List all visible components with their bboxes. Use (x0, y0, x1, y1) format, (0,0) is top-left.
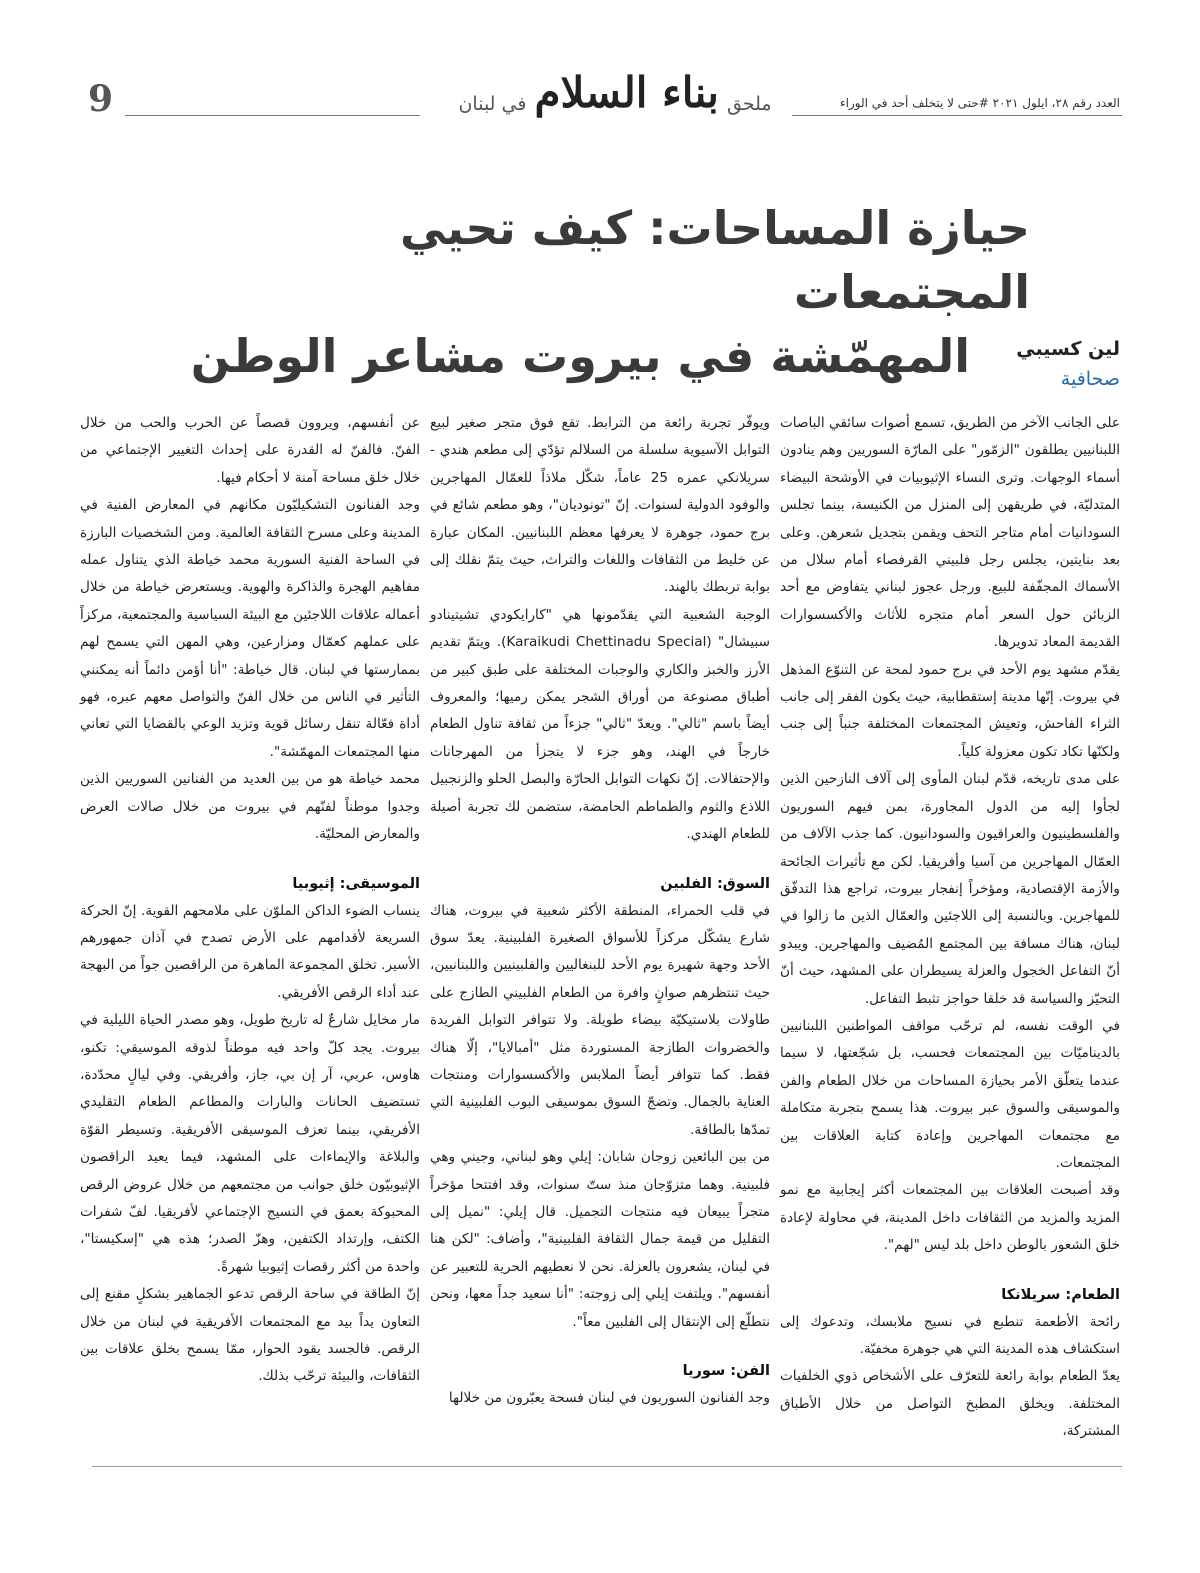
paragraph: وقد أصبحت العلاقات بين المجتمعات أكثر إيجابية مع نمو المزيد والمزيد من الثقافات داخل المدينة، في محاولة لإعادة خلق الشعور بالوطن داخل بلد ليس "لهم". (780, 1182, 1120, 1254)
masthead-name: بناء السلام (534, 68, 719, 117)
paragraph: من بين البائعين زوجان شابان: إيلي وهو لبناني، وجيني وهي فلبينية. وهما متزوّجان منذ ستّ سنوات، وقد افتتحا مؤخراً متجراً يبيعان فيه منتجات التجميل. قال إيلي: "نميل إلى التقليل من قيمة جمال الثقافة الفلبينية"، وأضاف: "لكن هنا في لبنان، يشعرون بالعزلة. نحن لا نعطيهم الحرية للتعبير عن أنفسهم". ويلتفت إيلي إلى زوجته: "أنا سعيد جداً معها، ونحن نتطلّع إلى الإنتقال إلى الفلبين معاً". (430, 1149, 770, 1330)
section-heading-market: السوق: الفلبين (660, 875, 770, 892)
author-role: صحافية (1060, 368, 1120, 390)
issue-line: العدد رقم ٢٨، ايلول ٢٠٢١ #حتى لا يتخلف أحد في الوراء (839, 96, 1120, 110)
author-name: لين كسيبي (1016, 338, 1120, 360)
column-middle (430, 410, 770, 1412)
header-rule-left (125, 115, 420, 116)
article-headline (160, 196, 1030, 388)
paragraph: رائحة الأطعمة تنطبع في نسيج ملابسك، وتدعوك إلى استكشاف هذه المدينة التي هي جوهرة مخفيّة. (780, 1313, 1120, 1357)
paragraph: محمد خياطة هو من بين العديد من الفنانين السوريين الذين وجدوا موطناً لفنّهم في بيروت من خلال صالات العرض والمعارض المحليّة. (80, 771, 420, 843)
page-number: 9 (88, 78, 114, 120)
paragraph: ويوفّر تجربة رائعة من الترابط. تقع فوق متجر صغير لبيع التوابل الآسيوية سلسلة من السلالم تؤدّي إلى مطعم هندي - سريلانكي عمره 25 عاماً، شكّل ملاذاً للعمّال المهاجرين والوفود الدولية لسنوات. إنّ "تونوديان"، وهو مطعم شائع في برج حمود، جوهرة لا يعرفها معظم اللبنانيين. المكان عبارة عن خليط من الثقافات واللغات والتراث، حيث يتمّ نقلك إلى بوابة تربطك بالهند. (430, 415, 771, 596)
paragraph: يقدّم مشهد يوم الأحد في برج حمود لمحة عن التنوّع المذهل في بيروت. إنّها مدينة إستقطابية، حيث يكون الفقر إلى جانب الثراء الفاحش، وتعيش المجتمعات المختلفة جنباً إلى جنب ولكنّها تكاد تكون معزولة كلياً. (780, 661, 1120, 760)
paragraph: يعدّ الطعام بوابة رائعة للتعرّف على الأشخاص ذوي الخلفيات المختلفة. ويخلق المطبخ التواصل من خلال الأطباق المشتركة، (780, 1368, 1120, 1440)
paragraph: على الجانب الآخر من الطريق، تسمع أصوات سائقي الباصات اللبنانيين يطلقون "الزمّور" على المارّة السوريين وهم ينادون أسماء الوجهات. وترى النساء الإثيوبيات في الأوشحة البيضاء المتدليّة، في طريقهن إلى المنزل من الكنيسة، بينما تجلس السودانيات أمام متاجر التحف ويقمن بتجديل شعرهن. وعلى بعد بنايتين، يجلس رجل فلبيني القرفصاء أمام سلال من الأسماك المجفّفة للبيع. ورجل عجوز لبناني يتفاوض مع أحد الزبائن حول السعر أمام متجره للأثاث والأكسسوارات القديمة المعاد تدويرها. (780, 415, 1120, 651)
column-left (80, 410, 420, 1391)
paragraph: إنّ الطاقة في ساحة الرقص تدعو الجماهير بشكلٍ مقنع إلى التعاون يداً بيد مع المجتمعات الأفريقية في لبنان من خلال الرقص. فالجسد يقود الحوار، ممّا يسمح بخلق علاقات بين الثقافات، والبيئة ترحّب بذلك. (80, 1286, 420, 1385)
footer-rule (92, 1466, 1122, 1467)
header-rule-right (792, 115, 1122, 116)
headline-line-2: المهمّشة في بيروت مشاعر الوطن (190, 329, 970, 383)
section-heading-music: الموسيقى: إثيوبيا (292, 875, 420, 892)
column-right (780, 410, 1120, 1446)
paragraph: ينساب الضوء الداكن الملوّن على ملامحهم القوية. إنّ الحركة السريعة لأقدامهم على الأرض تصدح في آذان جمهورهم الأسير. تخلق المجموعة الماهرة من الراقصين جواً من البهجة عند أداء الرقص الأفريقي. (80, 902, 420, 1001)
paragraph: عن أنفسهم، ويروون قصصاً عن الحرب والحب من خلال الفنّ. فالفنّ له القدرة على إحداث التغيير الإجتماعي من خلال خلق مساحة آمنة لا أحكام فيها. (80, 415, 420, 486)
section-heading-art: الفن: سوريا (682, 1363, 770, 1379)
paragraph: على مدى تاريخه، قدّم لبنان المأوى إلى آلاف النازحين الذين لجأوا إليه من الدول المجاورة، بمن فيهم السوريون والفلسطينيون والعراقيون والسودانيون. كما جذب الآلاف من العمّال المهاجرين من آسيا وأفريقيا. لكن مع تأثيرات الجائحة والأزمة الإقتصادية، ومؤخراً إنفجار بيروت، تراجع هذا التدفّق للمهاجرين. وبالنسبة إلى اللاجئين والعمّال الذين ما زالوا في لبنان، هناك مسافة بين المجتمع المُضيف والمهاجرين. ويبدو أنّ التفاعل الخجول والعزلة يسيطران على المشهد، حيث أنّ التحيّز والسياسة قد خلقا حواجز تثبط التفاعل. (780, 771, 1120, 1007)
section-heading-food: الطعام: سريلانكا (1001, 1286, 1120, 1303)
paragraph: وجد الفنانون السوريون في لبنان فسحة يعبّرون من خلالها (448, 1390, 770, 1406)
paragraph: وجد الفنانون التشكيليّون مكانهم في المعارض الفنية في المدينة وعلى مسرح الثقافة العالمية. ومن الشخصيات البارزة في الساحة الفنية السورية محمد خياطة الذي يتناول عمله مفاهيم الهجرة والذاكرة والهوية. ويستعرض خياطة من خلال أعماله علاقات اللاجئين مع البيئة السياسية والمجتمعية، مركزاً على عملهم كعمّال ومزارعين، وهي المهن التي يسمح لهم بممارستها في لبنان. قال خياطة: "أنا أؤمن دائماً أنه يمكنني التأثير في الناس من خلال الفنّ والتواصل معهم عبره، فهو أداة فعّالة تنقل رسائل قوية وتزيد الوعي بالقضايا التي تعاني منها المجتمعات المهمّشة". (80, 497, 420, 760)
paragraph: في قلب الحمراء، المنطقة الأكثر شعبية في بيروت، هناك شارع يشكّل مركزاً للأسواق الصغيرة الفلبينية. يعدّ سوق الأحد وجهة شهيرة يوم الأحد للبنغاليين والفلبينيين واللبنانيين، حيث تنتظرهم صوانٍ وافرة من الطعام الفلبيني الطازج على طاولات بلاستيكيّة بيضاء طويلة. ولا تتوافر التوابل الفريدة والخضروات الطازجة المستوردة مثل "أمبالايا"، إلّا هناك فقط. كما تتوافر أيضاً الملابس والأكسسوارات ومنتجات العناية بالجمال. وتضجّ السوق بموسيقى البوب الفلبينية التي تمدّها بالطاقة. (430, 902, 770, 1138)
paragraph: الوجبة الشعبية التي يقدّمونها هي "كارايكودي تشيتينادو سبيشال" (Karaikudi Chettinadu Special). ويتمّ تقديم الأرز والخبز والكاري والوجبات المختلفة على طبق كبير من أطباق مصنوعة من أوراق الشجر يمكن رميها؛ والمعروف أيضاً باسم "ثالي". ويعدّ "ثالي" جزءاً من ثقافة تناول الطعام خارجاً في الهند، وهو جزء لا يتجزأ من المهرجانات والإحتفالات. إنّ نكهات التوابل الحارّة والبصل الحلو والزنجبيل اللاذع والثوم والطماطم الحامضة، ستضمن لك تجربة أصيلة للطعام الهندي. (430, 606, 770, 843)
paragraph: في الوقت نفسه، لم ترحّب مواقف المواطنين اللبنانيين بالديناميّات بين المجتمعات فحسب، بل شجّعتها، لا سيما عندما يتعلّق الأمر بحيازة المساحات من خلال الطعام والفن والموسيقى والسوق عبر بيروت. هذا يسمح بتجربة متكاملة مع مجتمعات المهاجرين وإعادة كتابة العلاقات بين المجتمعات. (780, 1017, 1120, 1171)
masthead-suffix: في لبنان (458, 93, 527, 115)
masthead-logo (442, 62, 788, 124)
headline-line-1: حيازة المساحات: كيف تحيي المجتمعات (400, 201, 1030, 319)
paragraph: مار مخايل شارعٌ له تاريخ طويل، وهو مصدر الحياة الليلية في بيروت. يجد كلّ واحد فيه موطناً لذوقه الموسيقي: تكنو، هاوس، عربي، آر إن بي، جاز، وأفريقي. وفي ليالٍ محدّدة، تستضيف الحانات والبارات والمطاعم الطعام التقليدي الأفريقي، بينما تعزف الموسيقى الأفريقية. وتسيطر القوّة والبلاغة والإيماءات على المشهد، فيما يعيد الراقصون الإثيوبيّون خلق جوانب من مجتمعهم من خلال عروض الرقص المحبوكة بعمق في النسيج الإجتماعي لأفريقيا. لفّ شفرات الكتف، وإرتداد الكتفين، وهزّ الصدر؛ هذه هي "إسكيستا"، واحدة من أكثر رقصات إثيوبيا شهرةً. (80, 1012, 420, 1275)
masthead-prefix: ملحق (726, 93, 772, 115)
